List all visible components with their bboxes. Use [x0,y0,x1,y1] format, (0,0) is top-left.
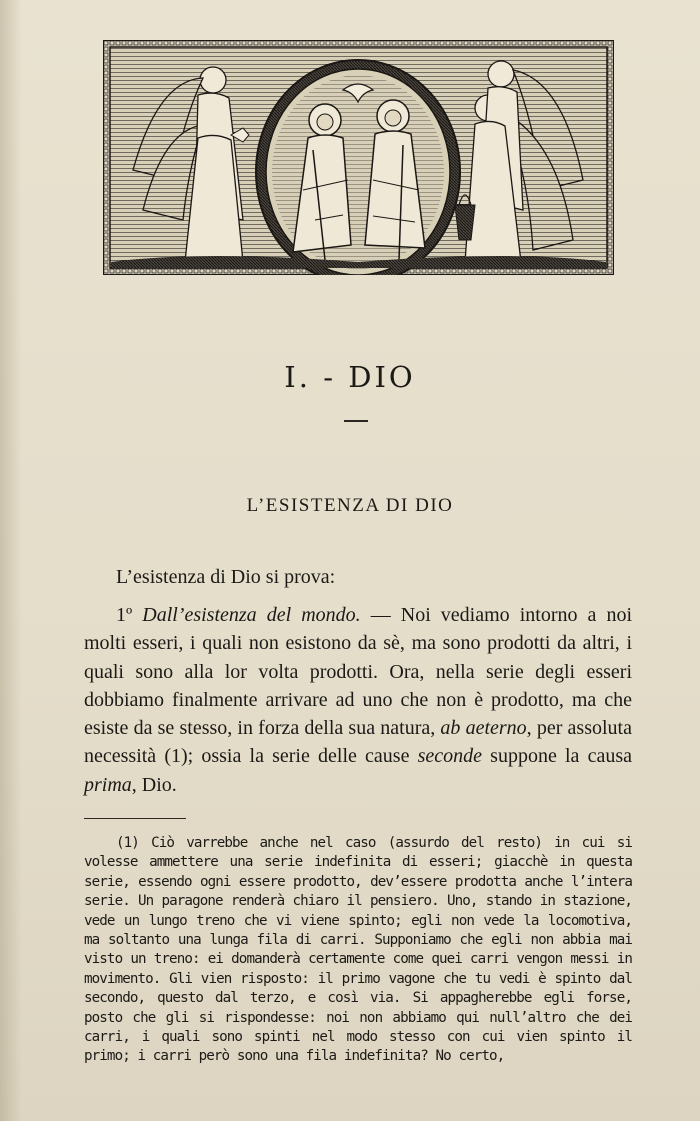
footnote-rule [84,818,186,819]
chapter-title: I. - DIO [284,360,416,394]
intro-line: L’esistenza di Dio si prova: [116,566,336,588]
body-paragraph [84,601,632,799]
title-dash-divider [344,420,368,422]
para-lead: 1º [116,604,143,626]
para-italic-3: prima [84,773,132,796]
para-text-3: suppone la causa [482,745,632,768]
footnote: (1) Ciò varrebbe anche nel caso (assurdo del resto) in cui si volesse ammettere una serie indefinita di esseri; giacchè in questa serie, essendo ogni essere prodotto, dev’essere prodotta anche l’intera serie. Un paragone renderà chiaro il pensiero. Uno, stando in stazione, vede un lungo treno che vi viene spinto; egli non vede la locomotiva, ma soltanto una lunga fila di carri. Supponiamo che egli non abbia mai visto un treno: ei domanderà certamente come quei carri vengon messi in movimento. Gli vien risposto: il primo vagone che tu vedi è spinto dal secondo, questo dal terzo, e così via. Si appagherebbe egli forse, posto che gli si rispondesse: noi non abbiamo qui null’altro che dei carri, i quali sono spinti nel modo stesso con cui vien spinto il primo; i carri però sono una fila indefinita? No certo, [84,835,632,1065]
para-text-4: , Dio. [131,773,177,796]
para-italic-2: seconde [417,745,483,768]
para-text-1: — Noi vediamo intorno a noi molti esseri, i quali non esistono da sè, ma sono prodotti da altri, i quali sono alla lor volta prodotti. Ora, nella serie degli esseri dobbiamo finalmente arrivare ad uno che non è prodotto, ma che esiste da se stesso, in forza della sua natura, [84,604,633,740]
para-italic-1: ab aeterno [440,717,527,740]
section-title: L’ESISTENZA DI DIO [246,495,454,516]
para-text-2: , per assoluta necessità (1); ossia la serie delle cause [84,717,632,768]
para-lead-italic: Dall’esistenza del mondo. [142,604,361,626]
engraving-trinity-angels-icon [103,40,614,275]
